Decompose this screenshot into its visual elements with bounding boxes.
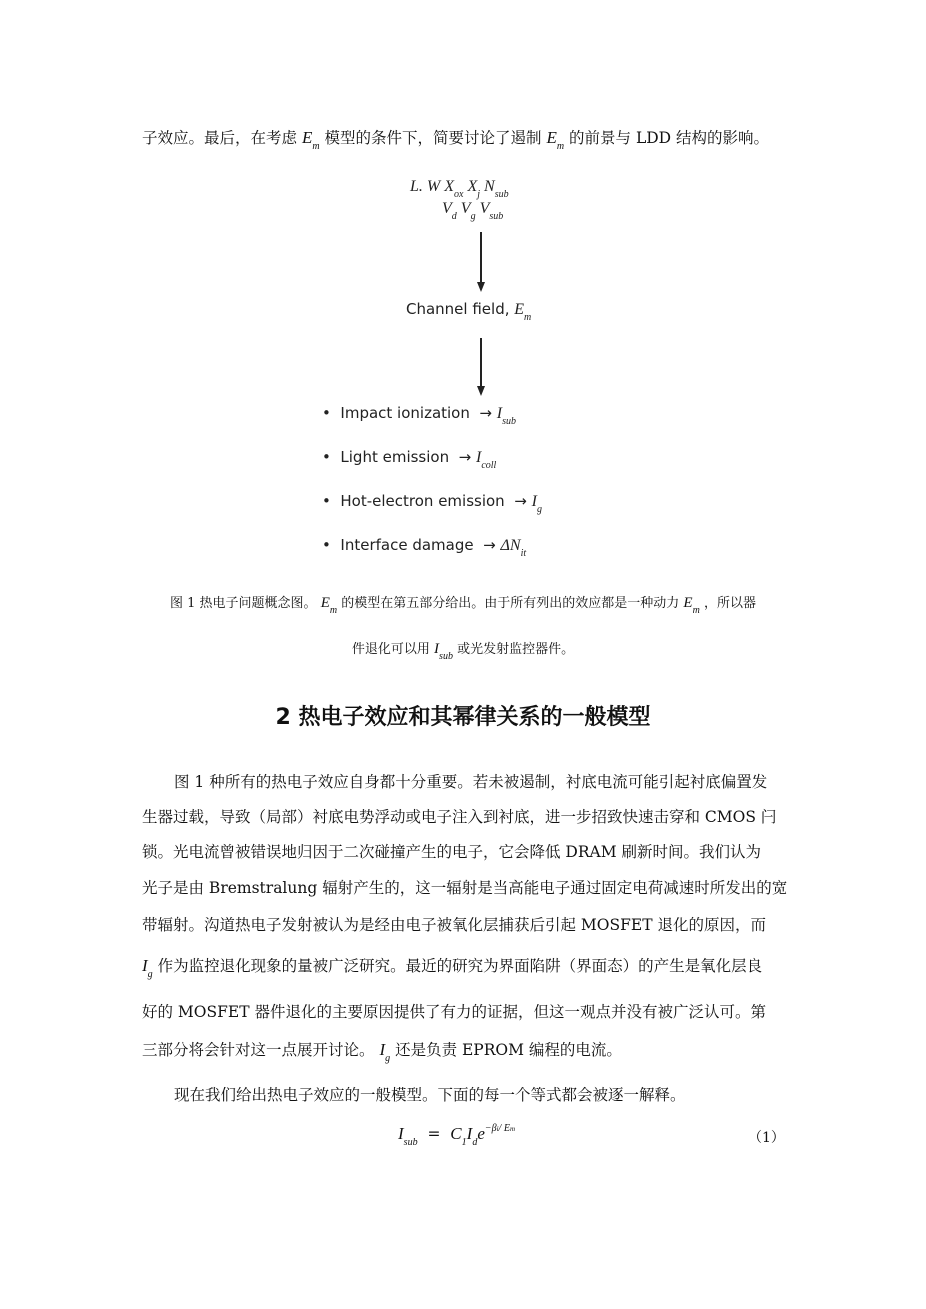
body-line: $I_g$ 作为监控退化现象的量被广泛研究。最近的研究为界面陷阱（界面态）的产生是氧化层良 <box>142 956 763 980</box>
effect-item: • Light emission → $I_{coll}$ <box>322 448 497 471</box>
equation-number: （1） <box>748 1130 785 1146</box>
body-line: 带辐射。沟道热电子发射被认为是经由电子被氧化层捕获后引起 MOSFET 退化的原因，而 <box>142 916 766 934</box>
intro-text-2: 模型的条件下，简要讨论了遏制 <box>324 129 542 147</box>
figure-caption-line2: 件退化可以用 $I_{sub}$ 或光发射监控器件。 <box>351 641 575 662</box>
figure-params-line1: L. W $X_{ox}$ $X_j$ $N_{sub}$ <box>410 178 509 200</box>
figure-caption-line1: 图 1 热电子问题概念图。 $E_m$ 的模型在第五部分给出。由于所有列出的效应都是一种动力 $E_m$ ，所以器 <box>170 595 756 616</box>
body-line: 生器过载，导致（局部）衬底电势浮动或电子注入到衬底，进一步招致快速击穿和 CMOS 闩 <box>142 808 777 826</box>
body-line: 锁。光电流曾被错误地归因于二次碰撞产生的电子，它会降低 DRAM 刷新时间。我们认为 <box>142 843 762 861</box>
figure-params-line2: $V_d$ $V_g$ $V_{sub}$ <box>442 200 504 222</box>
arrow-head-2 <box>477 386 485 396</box>
arrow-head-1 <box>477 282 485 292</box>
body-line: 光子是由 Bremstralung 辐射产生的，这一辐射是当高能电子通过固定电荷减速时所发出的宽 <box>142 879 788 897</box>
body-line: 图 1 种所有的热电子效应自身都十分重要。若未被遏制，衬底电流可能引起衬底偏置发 <box>174 773 768 791</box>
intro-text-1: 子效应。最后，在考虑 <box>142 129 298 147</box>
equation-1: $I_{sub} = C_1I_de^{-\beta i/ Em}$ <box>398 1123 515 1148</box>
intro-text-3: 的前景与 LDD 结构的影响。 <box>569 129 770 147</box>
body-line: 好的 MOSFET 器件退化的主要原因提供了有力的证据，但这一观点并没有被广泛认可。第 <box>142 1003 766 1021</box>
effect-item: • Interface damage → $\Delta N_{it}$ <box>322 536 527 559</box>
body-line: 三部分将会针对这一点展开讨论。 $I_g$ 还是负责 EPROM 编程的电流。 <box>142 1040 622 1064</box>
channel-field-label: Channel field, $E_m$ <box>406 300 532 323</box>
em-symbol: $E_m$ <box>301 128 320 152</box>
effect-item: • Hot-electron emission → $I_g$ <box>322 492 542 515</box>
effect-item: • Impact ionization → $I_{sub}$ <box>322 404 517 427</box>
hot-electron-concept-figure <box>300 170 630 570</box>
em-symbol-2: $E_m$ <box>546 128 565 152</box>
body-line: 现在我们给出热电子效应的一般模型。下面的每一个等式都会被逐一解释。 <box>174 1086 686 1104</box>
section-title: 2 热电子效应和其幂律关系的一般模型 <box>275 705 651 730</box>
intro-line <box>142 126 786 152</box>
